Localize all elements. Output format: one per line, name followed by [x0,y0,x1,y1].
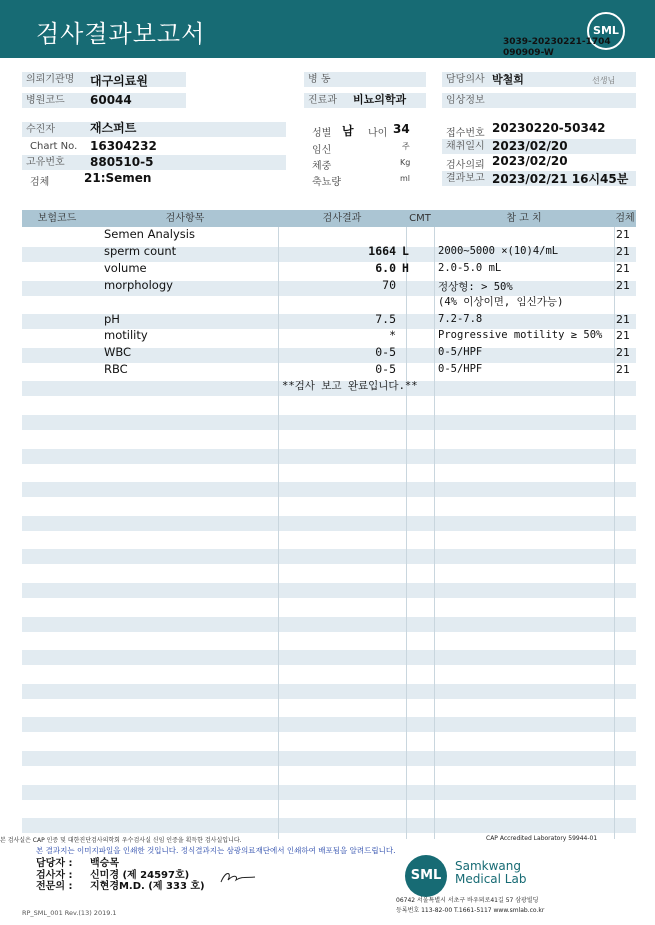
item-cell: volume [104,261,147,275]
institution-value: 대구의료원 [90,74,148,88]
collect-value: 2023/02/20 [492,139,568,153]
institution-label: 의뢰기관명 [22,72,186,87]
staff-name: 신미경 (제 24597호) [90,870,190,881]
pregnancy-unit: 주 [402,142,410,151]
header-item: 검사항목 [165,213,205,224]
specimen-cell: 21 [616,279,630,292]
unique-label: 고유번호 [22,155,286,170]
accreditation-text: 본 검사실은 CAP 인증 및 대한진단검사의학회 우수검사실 신임 인증을 획득한 검사실입니다. [0,837,242,844]
row-stripe [22,717,636,732]
request-label: 검사의뢰 [446,160,485,171]
hospital-code-label: 병원코드 [22,93,186,108]
row-stripe [22,583,636,598]
weight-unit: Kg [400,158,411,167]
specimen-value: 21:Semen [84,171,152,185]
age-label: 나이 [368,128,388,139]
dept-label: 진료과 [304,93,426,108]
clinical-label: 임상정보 [442,93,636,108]
row-stripe [22,415,636,430]
urine-unit: ml [400,174,411,183]
header-cmt: CMT [409,213,431,224]
item-cell: pH [104,312,120,326]
ref-cell: 0-5/HPF [438,363,483,375]
urine-label: 축뇨량 [312,177,341,188]
doctor-value: 박철희 [492,73,524,86]
receipt-value: 20230220-50342 [492,121,606,135]
ref-cell: 7.2-7.8 [438,313,483,325]
row-stripe [22,449,636,464]
chart-value: 16304232 [90,139,157,153]
doctor-label: 담당의사 [442,72,636,87]
specimen-cell: 21 [616,262,630,275]
ward-label: 병 동 [304,72,426,87]
column-divider [406,227,407,839]
pregnancy-label: 임신 [312,145,332,156]
row-stripe [22,549,636,564]
hospital-code-value: 60044 [90,93,132,107]
cmt-cell: H [402,261,409,275]
ref-cell-note: (4% 이상이면, 임신가능) [438,296,564,308]
ref-cell: Progressive motility ≥ 50% [438,329,603,341]
dept-value: 비뇨의학과 [353,93,407,106]
specimen-cell: 21 [616,363,630,376]
ref-cell: 0-5/HPF [438,346,483,358]
item-cell: motility [104,328,148,342]
header-ref: 참 고 치 [506,213,542,224]
row-stripe [22,751,636,766]
result-cell: 6.0 [375,261,396,275]
cap-text: CAP Accredited Laboratory 59944-01 [486,835,598,842]
specimen-cell: 21 [616,329,630,342]
ref-cell: 정상형: > 50% [438,281,513,293]
sml-footer-logo: SML [405,855,447,897]
row-stripe [22,684,636,699]
staff-role: 담당자 : [36,858,73,869]
collect-label: 채취일시 [442,139,636,154]
cmt-cell: L [402,244,409,258]
specimen-label: 검체 [30,177,50,188]
chart-label: Chart No. [30,141,78,152]
receipt-label: 접수번호 [446,128,485,139]
item-cell: sperm count [104,244,177,258]
result-cell: 7.5 [375,312,396,326]
results-table-header [22,210,636,227]
document-number: 3039-20230221-1704 090909-W [503,37,611,58]
specimen-cell: 21 [616,228,630,241]
weight-label: 체중 [312,161,332,172]
staff-role: 검사자 : [36,870,73,881]
row-stripe [22,482,636,497]
item-cell: Semen Analysis [104,227,195,241]
item-cell: RBC [104,362,128,376]
staff-name: 백승목 [90,858,119,869]
header-result: 검사결과 [322,213,362,224]
completion-note: **검사 보고 완료입니다.** [282,380,418,392]
notice-text: 본 결과지는 이미지파일을 인쇄한 것입니다. 정식결과지는 삼광의료재단에서 인쇄하여 배포됨을 알려드립니다. [36,846,396,855]
row-stripe [22,617,636,632]
sex-label: 성별 [312,128,332,139]
address-text: 06742 서울특별시 서초구 바우뫼로41길 57 삼광빌딩 [396,897,539,904]
header-code: 보험코드 [37,213,77,224]
recipient-label: 수진자 [22,122,286,137]
phone-text: 등록번호 113-82-00 T.1661-5117 www.smlab.co.kr [396,907,545,914]
column-divider [614,227,615,839]
ref-cell: 2000~5000 ×(10)4/mL [438,245,559,257]
item-cell: morphology [104,278,173,292]
staff-name: 지현경M.D. (제 333 호) [90,881,205,892]
recipient-value: 재스퍼트 [90,121,137,135]
age-value: 34 [393,122,410,136]
staff-role: 전문의 : [36,881,73,892]
row-stripe [22,818,636,833]
revision-text: RP_SML_001 Rev.(13) 2019.1 [22,909,117,917]
specimen-cell: 21 [616,346,630,359]
report-label: 결과보고 [442,171,636,186]
result-cell: * [389,328,396,342]
sex-value: 남 [342,124,354,138]
header-specimen: 검체 [615,213,635,224]
column-divider [434,227,435,839]
report-title: 검사결과보고서 [36,20,206,48]
doctor-suffix: 선생님 [592,76,616,85]
row-stripe [22,516,636,531]
specimen-cell: 21 [616,245,630,258]
result-cell: 1664 [368,244,396,258]
result-cell: 70 [382,278,396,292]
unique-value: 880510-5 [90,155,154,169]
brand-name: Samkwang Medical Lab [455,859,527,886]
sml-logo: SML [587,12,625,50]
ref-cell: 2.0-5.0 mL [438,262,502,274]
column-divider [278,227,279,839]
specimen-cell: 21 [616,313,630,326]
doctor-signature [218,868,258,886]
row-stripe [22,785,636,800]
report-value: 2023/02/21 16시45분 [492,172,629,186]
result-cell: 0-5 [375,362,396,376]
result-cell: 0-5 [375,345,396,359]
row-stripe [22,650,636,665]
request-value: 2023/02/20 [492,154,568,168]
item-cell: WBC [104,345,132,359]
